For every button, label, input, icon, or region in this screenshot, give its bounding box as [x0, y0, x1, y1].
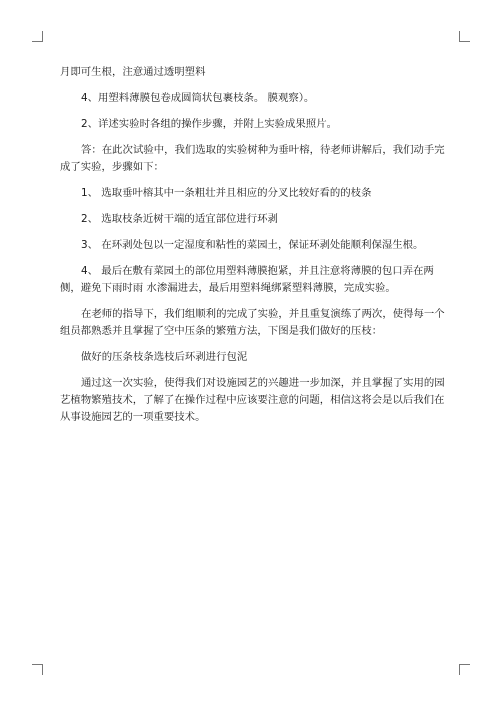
list-item-step-2: 2、 选取枝条近树干端的适宜部位进行环剥 — [81, 213, 278, 225]
list-item-step-3: 3、 在环剥处包以一定湿度和粘性的菜园土，保证环剥处能顺利保湿生根。 — [81, 239, 424, 251]
crop-mark-top-left — [32, 31, 43, 42]
paragraph-conclusion: 通过这一次实验，使得我们对设施园艺的兴趣进一步加深，并且掌握了实用的园艺植物繁殖技术，了解了在操作过程中应该要注意的问题，相信这将会是以后我们在从事设施园艺的一项重要技术。 — [60, 377, 445, 423]
figure-caption: 做好的压条枝条选枝后环剥进行包泥 — [81, 351, 248, 363]
paragraph-answer-intro: 答：在此次试验中，我们选取的实验树种为垂叶榕，待老师讲解后，我们动手完成了实验，步骤如下： — [60, 144, 445, 173]
paragraph-teacher-guidance: 在老师的指导下，我们组顺利的完成了实验，并且重复演练了两次，使得每一个组员都熟悉并且掌握了空中压条的繁殖方法，下图是我们做好的压枝： — [60, 308, 445, 337]
paragraph-continuation: 月即可生根，注意通过透明塑料 — [60, 66, 206, 78]
document-body — [60, 64, 445, 435]
list-item-step-1: 1、 选取垂叶榕其中一条粗壮并且相应的分叉比较好看的的枝条 — [81, 187, 372, 199]
paragraph-question-2: 2、详述实验时各组的操作步骤，并附上实验成果照片。 — [81, 118, 337, 130]
list-item-step-4: 4、 最后在敷有菜园土的部位用塑料薄膜抱紧，并且注意将薄膜的包口弄在两侧，避免下雨时雨 水渗漏进去，最后用塑料绳绑紧塑料薄膜，完成实验。 — [60, 265, 434, 294]
crop-mark-bottom-right — [459, 664, 470, 675]
crop-mark-bottom-left — [32, 664, 43, 675]
paragraph-step-4-wrap: 4、用塑料薄膜包卷成圆筒状包裹枝条。 膜观察）。 — [81, 92, 315, 104]
crop-mark-top-right — [459, 31, 470, 42]
